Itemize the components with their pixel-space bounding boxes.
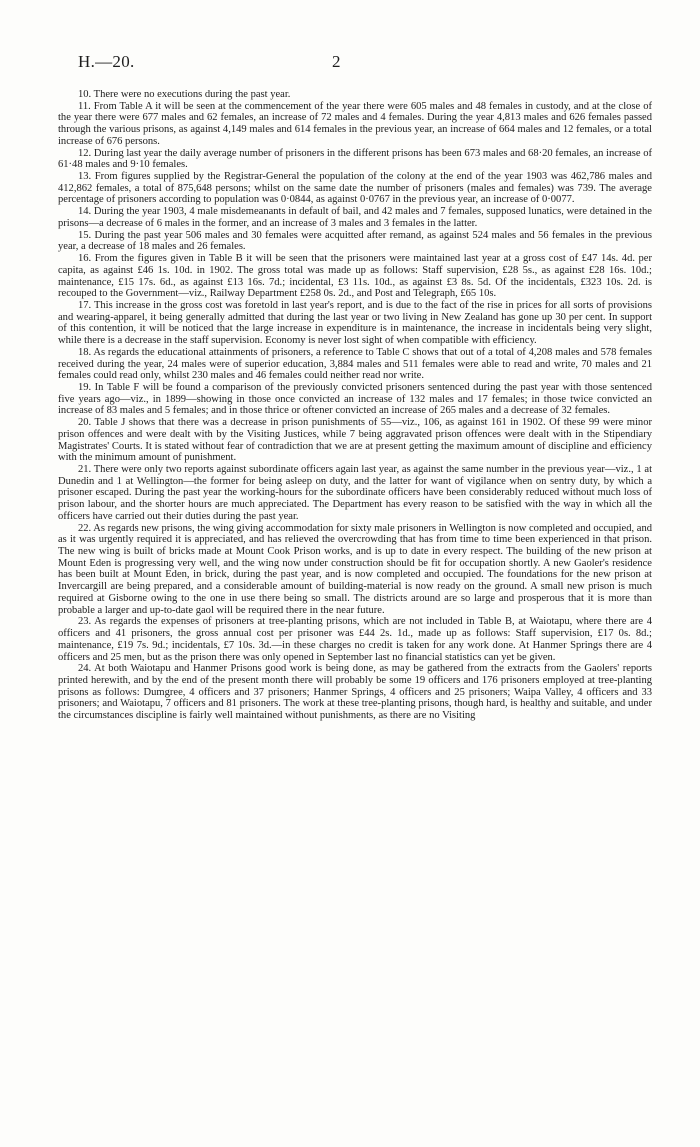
paragraph-18: 18. As regards the educational attainments of prisoners, a reference to Table C shows that out of a total of 4,208 males and 578 females received during the year, 24 males were of superior education, 3,884 males and 511 females were able to read and write, 70 males and 21 females could read only, whilst 230 males and 46 females could neither read nor write. [58,346,652,382]
paragraph-17: 17. This increase in the gross cost was foretold in last year's report, and is due to the fact of the rise in prices for all sorts of provisions and wearing-apparel, it being generally admitted that during the last year or two living in New Zealand has gone up 30 per cent. In support of this contention, it will be noticed that the large increase in expenditure is in maintenance, the increase in incidentals being very slight, while there is a decrease in the staff supervision. Economy is never lost sight of when compatible with efficiency. [58,299,652,347]
report-body [58,89,652,722]
document-reference: H.—20. [78,52,135,71]
paragraph-23: 23. As regards the expenses of prisoners at tree-planting prisons, which are not included in Table B, at Waiotapu, where there are 4 officers and 41 prisoners, the gross annual cost per prisoner was £44 2s. 1d., made up as follows: Staff supervision, £17 0s. 8d.; maintenance, £19 7s. 9d.; incidentals, £7 10s. 3d.—in these charges no credit is taken for any work done. At Hanmer Springs there are 4 officers and 25 men, but as the prison there was only opened in September last no financial statistics can yet be given. [58,616,652,663]
paragraph-10: 10. There were no executions during the past year. [78,89,291,100]
paragraph-14: 14. During the year 1903, 4 male misdemeanants in default of bail, and 42 males and 7 females, supposed lunatics, were detained in the prisons—a decrease of 6 males in the former, and an increase of 3 males and 3 females in the latter. [58,206,652,229]
paragraph-21: 21. There were only two reports against subordinate officers again last year, as against the same number in the previous year—viz., 1 at Dunedin and 1 at Wellington—the former for being asleep on duty, and the latter for want of vigilance when on sentry duty, by which a prisoner escaped. During the past year the working-hours for the subordinate officers have been considerably reduced without much loss of prison labour, and the shorter hours are much appreciated. The Department has every reason to be satisfied with the way in which all the officers have carried out their duties during the past year. [58,464,652,522]
page-number: 2 [332,52,341,71]
paragraph-11: 11. From Table A it will be seen at the commencement of the year there were 605 males and 48 females in custody, and at the close of the year there were 677 males and 62 females, an increase of 72 males and 4 females. During the year 4,813 males and 626 females passed through the various prisons, as against 4,149 males and 614 females in the previous year, an increase of 664 males and 12 females, or a total increase of 676 persons. [58,100,652,147]
paragraph-15: 15. During the past year 506 males and 30 females were acquitted after remand, as against 524 males and 56 females in the previous year, a decrease of 18 males and 26 females. [58,229,652,253]
paragraph-12: 12. During last year the daily average number of prisoners in the different prisons has been 673 males and 68·20 females, an increase of 61·48 males and 9·10 females. [58,147,652,171]
paragraph-13: 13. From figures supplied by the Registrar-General the population of the colony at the end of the year 1903 was 462,786 males and 412,862 females, a total of 875,648 persons; whilst on the same date the number of prisoners (males and females) was 739. The average percentage of prisoners according to population was 0·0844, as against 0·0767 in the previous year, an increase of 0·0077. [58,171,652,206]
paragraph-20: 20. Table J shows that there was a decrease in prison punishments of 55—viz., 106, as against 161 in 1902. Of these 99 were minor prison offences and were dealt with by the Visiting Justices, while 7 being aggravated prison offences were dealt with in the Stipendiary Magistrates' Courts. It is stated without fear of contradiction that we are at present getting the maximum amount of discipline and efficiency with the minimum amount of punishment. [58,417,652,464]
paragraph-19: 19. In Table F will be found a comparison of the previously convicted prisoners sentenced during the past year with those sentenced five years ago—viz., in 1899—showing in those once convicted an increase of 132 males and 17 females; in those twice convicted an increase of 83 males and 5 females; and in those thrice or oftener convicted an increase of 265 males and a decrease of 32 females. [58,381,652,417]
paragraph-24: 24. At both Waiotapu and Hanmer Prisons good work is being done, as may be gathered from the extracts from the Gaolers' reports printed herewith, and by the end of the present month there will probably be some 19 officers and 176 prisoners employed at tree-planting prisons as follows: Dumgree, 4 officers and 37 prisoners; Hanmer Springs, 4 officers and 25 prisoners; Waipa Valley, 4 officers and 33 prisoners; and Waiotapu, 7 officers and 81 prisoners. The work at these tree-planting prisons, though hard, is healthy and suitable, and under the circumstances discipline is fairly well maintained without punishments, as there are no Visiting [58,663,652,722]
page-header [78,52,638,76]
paragraph-16: 16. From the figures given in Table B it will be seen that the prisoners were maintained last year at a gross cost of £47 14s. 4d. per capita, as against £46 1s. 10d. in 1902. The gross total was made up as follows: Staff supervision, £28 5s., as against £28 16s. 10d.; maintenance, £15 17s. 6d., as against £13 16s. 7d.; incidental, £3 11s. 10d., as against £3 8s. 5d. Of the incidentals, £323 10s. 2d. is recouped to the Government—viz., Railway Department £258 0s. 2d., and Post and Telegraph, £65 10s. [58,253,652,300]
paragraph-22: 22. As regards new prisons, the wing giving accommodation for sixty male prisoners in Wellington is now completed and occupied, and as it was urgently required it is appreciated, and has relieved the overcrowding that has from time to time been experienced in that prison. The new wing is built of bricks made at Mount Cook Prison works, and is up to date in every respect. The building of the new prison at Mount Eden is progressing very well, and the wing now under construction should be fit for occupation shortly. A new Gaoler's residence has been built at Mount Eden, in brick, during the past year, and is now completed and occupied. The foundations for the new prison at Invercargill are being prepared, and a considerable amount of building-material is now ready on the ground. A small new prison is much required at Gisborne owing to the one in use there being so small. The districts around are so large and prosperous that it is more than probable a larger and up-to-date gaol will be required there in the near future. [58,522,652,616]
